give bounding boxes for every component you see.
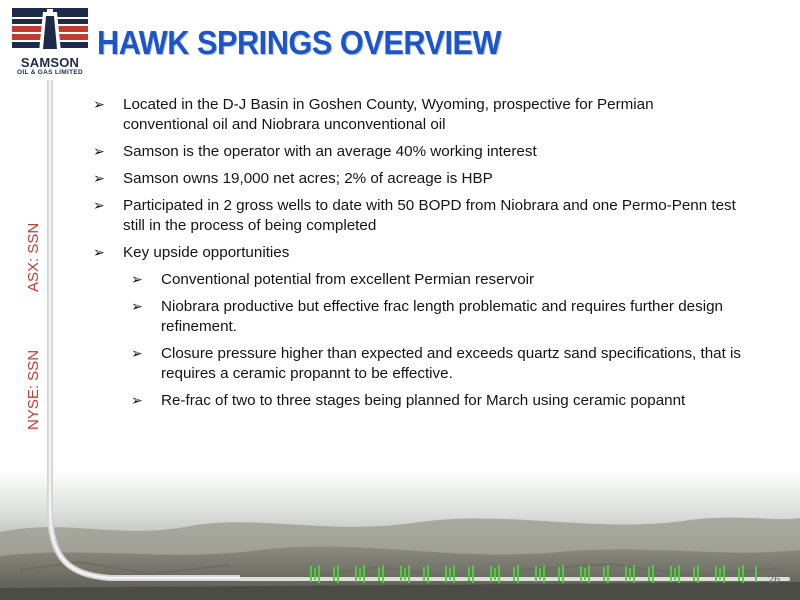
logo-company-name: SAMSON (20, 55, 80, 70)
bullet-item (93, 169, 743, 189)
bullet-arrow-icon: ➢ (131, 393, 143, 409)
bullet-list (93, 95, 743, 418)
samson-logo (12, 8, 88, 78)
slide-title: HAWK SPRINGS OVERVIEW (97, 24, 502, 61)
bullet-text: Closure pressure higher than expected and exceeds quartz sand specifications, that is requires a ceramic propannt to be effective. (161, 345, 741, 382)
bullet-text: Niobrara productive but effective frac length problematic and requires further design refinement. (161, 298, 723, 335)
sub-bullet-item (93, 344, 743, 384)
bullet-text: Key upside opportunities (123, 244, 290, 261)
bullet-arrow-icon: ➢ (93, 144, 105, 160)
bullet-arrow-icon: ➢ (93, 97, 105, 113)
bullet-arrow-icon: ➢ (93, 245, 105, 261)
bullet-arrow-icon: ➢ (93, 171, 105, 187)
bullet-text: Conventional potential from excellent Permian reservoir (161, 271, 535, 288)
bullet-arrow-icon: ➢ (131, 272, 143, 288)
bullet-item (93, 196, 743, 236)
bullet-arrow-icon: ➢ (131, 299, 143, 315)
sub-bullet-item (93, 297, 743, 337)
bullet-item (93, 95, 743, 135)
bullet-arrow-icon: ➢ (131, 346, 143, 362)
bullet-arrow-icon: ➢ (93, 198, 105, 214)
bullet-text: Participated in 2 gross wells to date with 50 BOPD from Niobrara and one Permo-Penn test still in the process of being completed (123, 197, 736, 234)
bullet-item (93, 142, 743, 162)
ticker-nyse: NYSE: SSN (25, 349, 42, 430)
bullet-text: Re-frac of two to three stages being planned for March using ceramic popannt (161, 392, 686, 409)
bullet-text: Samson is the operator with an average 40% working interest (123, 143, 537, 160)
landscape-background (0, 470, 800, 600)
page-number: 26 (768, 574, 781, 586)
bullet-item (93, 243, 743, 263)
bullet-text: Samson owns 19,000 net acres; 2% of acreage is HBP (123, 170, 493, 187)
ticker-asx: ASX: SSN (25, 222, 42, 292)
bullet-text: Located in the D-J Basin in Goshen County, Wyoming, prospective for Permian conventional oil and Niobrara unconventional oil (123, 96, 654, 133)
sub-bullet-item (93, 270, 743, 290)
samson-logo-mark (12, 8, 88, 56)
sub-bullet-item (93, 391, 743, 411)
logo-company-subtitle: OIL & GAS LIMITED (16, 69, 83, 76)
